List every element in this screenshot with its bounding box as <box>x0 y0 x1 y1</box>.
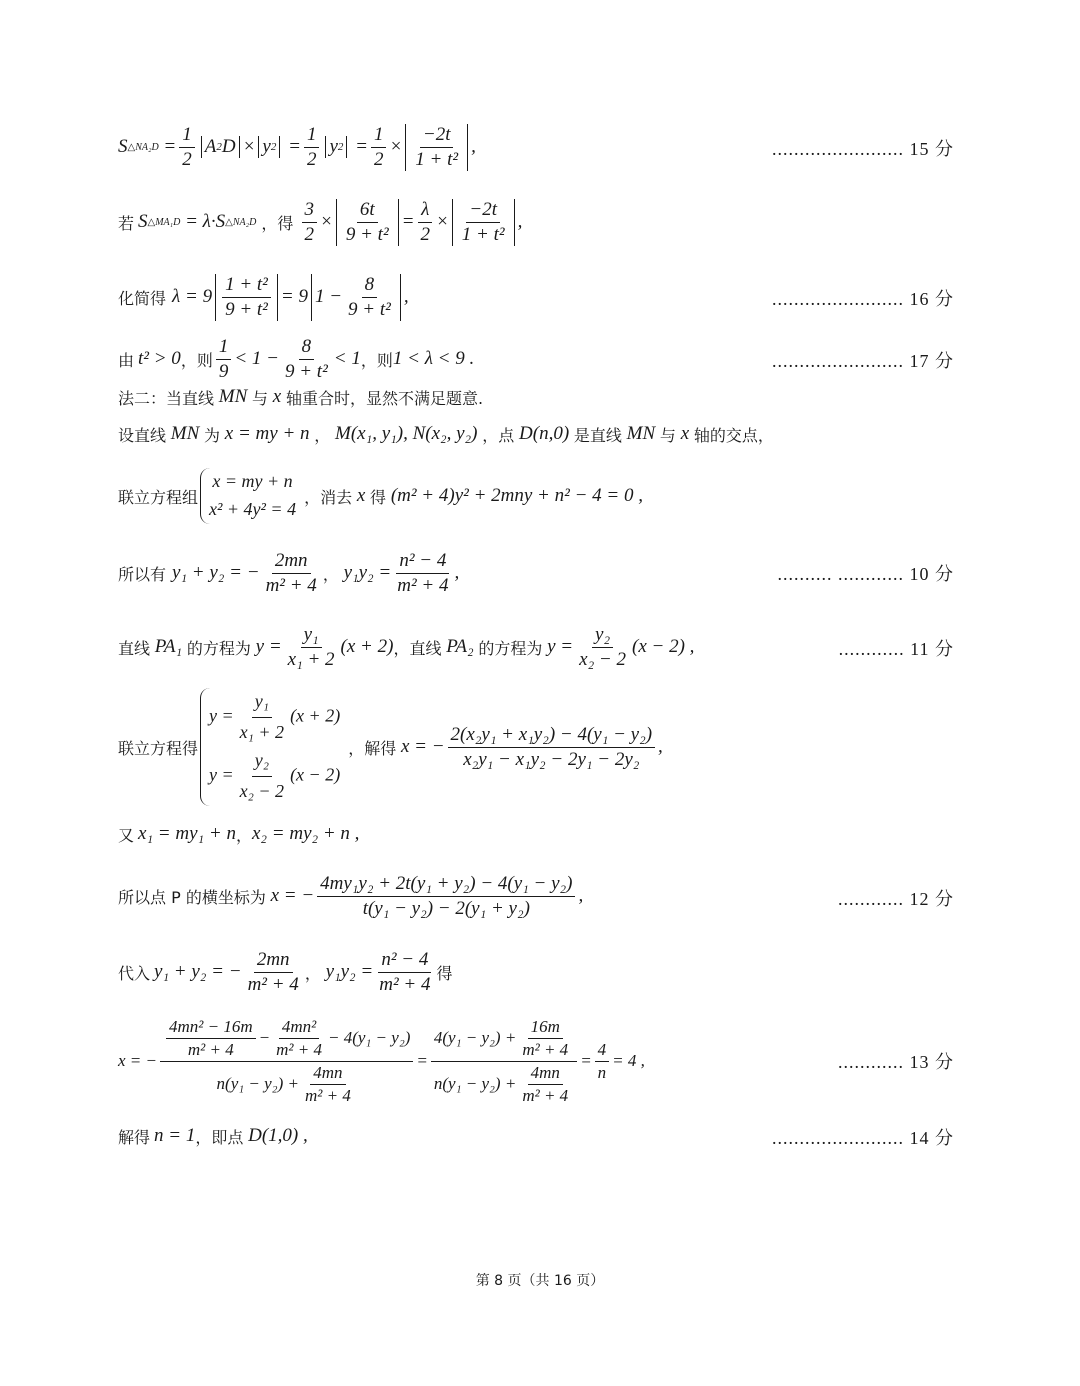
score-10: .......... ............ 10 分 <box>777 564 954 584</box>
text-prefix: 代入 <box>118 963 151 983</box>
text-prefix: 联立方程得 <box>118 738 199 758</box>
formula-line-10: 所以有 y₁ + y₂ = − $\frac{2mn}{\text{m² + 4}}$ ， y₁y₂ = $\frac{\text{n² − 4}}{\text{m² + 4}}$ , <box>118 549 460 596</box>
score-15: ........................ 15 分 <box>772 139 954 159</box>
text-prefix: 又 <box>118 825 135 845</box>
formula-line-11: 直线 PA₁ 的方程为 y = $\frac{\text{y₁}}{\text{x₁ + 2}}$ (x + 2) ，直线 PA₂ 的方程为 y = $\frac{\text{y₂}}{\text{x₂ − 2}}$ (x − 2) , <box>118 623 695 670</box>
formula-line-17: 由 t² > 0 ，则 $\frac{1}{9}$ < 1 − $\frac{8}{\text{9 + t²}}$ < 1 ，则 1 < λ < 9 . <box>118 335 475 382</box>
system-line: 联立方程组 x = my + n x² + 4y² = 4 ，消去 x 得 (m² + 4)y² + 2mny + n² − 4 = 0 , <box>118 468 958 524</box>
formula-line-16: 化简得 λ = 9 $\frac{\text{1 + t²}}{\text{9 + t²}}$ = 9 1 − $\frac{8}{\text{9 + t²}}$ , <box>118 273 409 320</box>
line-setup: 设直线 MN 为 x = my + n ， M(x₁, y₁), N(x₂, y₂) ，点 D(n,0) 是直线 MN 与 x 轴的交点， <box>118 423 774 445</box>
formula-line-12: 所以点 P 的横坐标为 x = − $\frac{\text{4my₁y₂ + 2t(y₁ + y₂) − 4(y₁ − y₂)}}{\text{t(y₁ − y₂) − 2(y₁ + y₂)}}$ , <box>118 872 584 919</box>
text-prefix: 所以点 P 的横坐标为 <box>118 887 266 907</box>
score-14: ........................ 14 分 <box>772 1128 954 1148</box>
method-two-line: 法二：当直线 MN 与 x 轴重合时，显然不满足题意. <box>118 386 484 408</box>
text-prefix: 所以有 <box>118 564 167 584</box>
formula-line-14: 解得 n = 1 ，即点 D(1,0) , <box>118 1125 308 1147</box>
formula-line-ratio: 若 S △MA₁D = λ·S △NA₂D ，得 $\frac{3}{2}$ × $\frac{6t}{\text{9 + t²}}$ = $\frac{\lambda}{2}$ × $\frac{-2t}{\text{1 + t²}}$ , <box>118 198 523 245</box>
substitute-sum-line: 代入 y₁ + y₂ = − $\frac{2mn}{\text{m² + 4}}$ ， y₁y₂ = $\frac{\text{n² − 4}}{\text{m² + 4}}$ 得 <box>118 948 453 995</box>
substitution-line: 又 x₁ = my₁ + n ， x₂ = my₂ + n , <box>118 823 360 845</box>
text-prefix: 化简得 <box>118 288 167 308</box>
score-13: ............ 13 分 <box>838 1052 954 1072</box>
text-prefix: 若 <box>118 213 135 233</box>
formula-line-13: x = − $\frac{\text{4mn² − 16m}}{\text{m² + 4}}$ − $\frac{\text{4mn²}}{\text{m² + 4}}$ − 4(y₁ − y₂) n(y₁ − y₂) + $\frac{4mn}{\text{m² + 4}}$ = 4(y₁ − y₂) + $\frac{16m}{\text{m² + 4}}$ n(y₁ − y₂) + $\frac{4mn}{\text{m² + 4}}$ = $\frac{4}{n}$ = 4 , <box>118 1016 645 1105</box>
area-formula: S △NA₂D = $\frac{1}{2}$ A 2 D × y 2 = $\frac{1}{2}$ y 2 = $\frac{1}{2}$ × $\frac{-2t}{\text{1 + t²}}$ , <box>118 123 476 170</box>
solve-line: 联立方程得 y = $\frac{\text{y₁}}{\text{x₁ + 2}}$ (x + 2) y = $\frac{\text{y₂}}{\text{x₂ − 2}}$ (x − 2) ，解得 x = − $\frac{\text{2(x₂y₁ + x₁y₂) − 4(y₁ − y₂)}}{\text{x₂y₁ − x₁y₂ − 2y₁ − 2y₂}}$ , <box>118 692 958 802</box>
text-prefix: 直线 <box>118 638 151 658</box>
text-prefix: 由 <box>118 350 135 370</box>
text-prefix: 联立方程组 <box>118 487 199 507</box>
score-12: ............ 12 分 <box>838 889 954 909</box>
score-16: ........................ 16 分 <box>772 289 954 309</box>
score-17: ........................ 17 分 <box>772 351 954 371</box>
page-footer: 第 8 页（共 16 页） <box>475 1273 605 1289</box>
score-11: ............ 11 分 <box>838 639 954 659</box>
text-prefix: 解得 <box>118 1127 151 1147</box>
